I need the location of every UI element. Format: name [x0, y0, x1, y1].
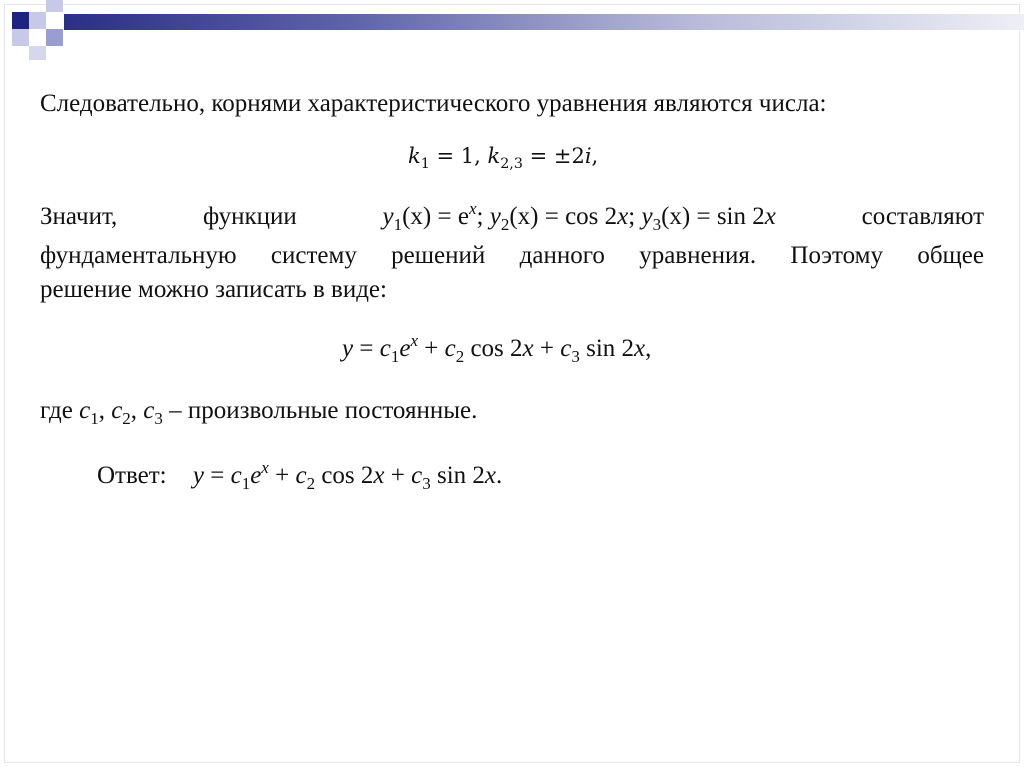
deco-square-light: [12, 29, 29, 46]
header-decoration: [0, 0, 1024, 60]
answer-line: [97, 457, 503, 493]
k1-subscript: 1: [420, 155, 430, 172]
general-solution-formula: $y = c_1e^x + c_2$ $\cos 2x + c_3$ sin 2x,: [342, 330, 652, 366]
paragraph-line-3: решение можно записать в виде:: [40, 276, 387, 303]
word-znachit: Значит,: [40, 203, 118, 230]
k1-value: = 1,: [429, 144, 488, 168]
word-sostavlyayut: составляют: [861, 203, 984, 230]
constants-note: где $c_1$, $c_2$, $c_3$ – произвольные постоянные.: [40, 397, 478, 428]
deco-square-light: [29, 12, 46, 29]
header-gradient-bar: [64, 14, 1024, 30]
roots-equation: [408, 142, 598, 170]
functions-formula: $y_1(x) = e^x$; $y_2(x) = \cos 2x$; $y_3(x) = \sin 2x$: [382, 198, 776, 234]
roots-end: ,: [591, 144, 599, 168]
k23-subscript: 2,3: [500, 155, 523, 172]
answer-formula: $y = c_1e^x + c_2$ $\cos 2x + c_3$ sin 2x.: [192, 457, 503, 493]
paragraph-line-2: [40, 242, 984, 270]
k23-symbol: k: [487, 144, 501, 168]
word-funktsii: функции: [203, 203, 297, 230]
deco-square-light: [46, 0, 63, 12]
intro-line: Следовательно, корнями характеристического уравнения являются числа:: [40, 90, 827, 117]
paragraph-line-1: [40, 198, 984, 234]
k23-value: = ±2: [522, 144, 585, 168]
deco-square-mid: [46, 29, 63, 46]
answer-label: Ответ:: [97, 462, 167, 489]
paragraph-line-2-text: фундаментальную систему решений данного уравнения. Поэтому общее: [40, 242, 984, 269]
deco-square-light: [29, 46, 46, 60]
imaginary-unit: i: [584, 144, 592, 168]
deco-square-dark: [12, 12, 29, 29]
k1-symbol: k: [408, 144, 421, 168]
